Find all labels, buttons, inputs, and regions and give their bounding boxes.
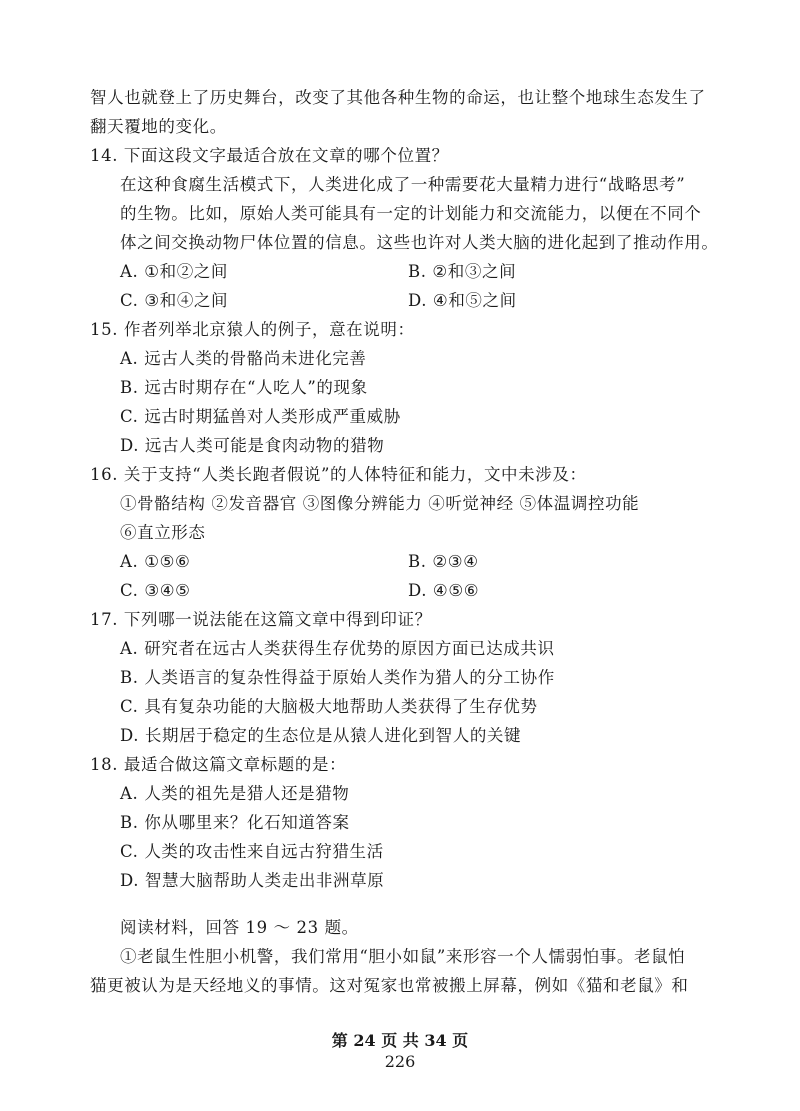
- question-14-option-d[interactable]: D. ④和⑤之间: [408, 291, 517, 310]
- question-18-stem: 18. 最适合做这篇文章标题的是：: [90, 755, 347, 774]
- reading-paragraph-line: ①老鼠生性胆小机警，我们常用“胆小如鼠”来形容一个人懦弱怕事。老鼠怕: [120, 947, 686, 966]
- question-15-option-d[interactable]: D. 远古人类可能是食肉动物的猎物: [120, 436, 385, 455]
- question-16-option-c[interactable]: C. ③④⑤: [120, 581, 191, 600]
- question-15-option-b[interactable]: B. 远古时期存在“人吃人”的现象: [120, 378, 368, 397]
- question-18-option-b[interactable]: B. 你从哪里来？化石知道答案: [120, 813, 350, 832]
- question-14-passage: 在这种食腐生活模式下，人类进化成了一种需要花大量精力进行“战略思考”: [120, 175, 686, 194]
- question-18-option-a[interactable]: A. 人类的祖先是猎人还是猎物: [120, 784, 350, 803]
- question-14-stem: 14. 下面这段文字最适合放在文章的哪个位置？: [90, 146, 449, 165]
- question-17-stem: 17. 下列哪一说法能在这篇文章中得到印证？: [90, 610, 432, 629]
- question-17-option-d[interactable]: D. 长期居于稳定的生态位是从猿人进化到智人的关键: [120, 726, 522, 745]
- question-15-option-c[interactable]: C. 远古时期猛兽对人类形成严重威胁: [120, 407, 401, 426]
- question-16-option-a[interactable]: A. ①⑤⑥: [120, 552, 191, 571]
- question-15-option-a[interactable]: A. 远古人类的骨骼尚未进化完善: [120, 349, 367, 368]
- question-17-option-b[interactable]: B. 人类语言的复杂性得益于原始人类作为猎人的分工协作: [120, 668, 555, 687]
- question-14-option-c[interactable]: C. ③和④之间: [120, 291, 229, 310]
- question-16-items: ①骨骼结构 ②发音器官 ③图像分辨能力 ④听觉神经 ⑤体温调控功能: [120, 494, 640, 513]
- question-15-stem: 15. 作者列举北京猿人的例子，意在说明：: [90, 320, 415, 339]
- question-16-option-d[interactable]: D. ④⑤⑥: [408, 581, 480, 600]
- intro-line: 翻天覆地的变化。: [90, 117, 227, 136]
- question-14-option-a[interactable]: A. ①和②之间: [120, 262, 228, 281]
- question-14-passage: 的生物。比如，原始人类可能具有一定的计划能力和交流能力，以便在不同个: [120, 204, 702, 223]
- question-17-option-a[interactable]: A. 研究者在远古人类获得生存优势的原因方面已达成共识: [120, 639, 555, 658]
- question-14-passage: 体之间交换动物尸体位置的信息。这些也许对人类大脑的进化起到了推动作用。: [120, 233, 719, 252]
- question-16-option-b[interactable]: B. ②③④: [408, 552, 479, 571]
- question-18-option-c[interactable]: C. 人类的攻击性来自远古狩猎生活: [120, 842, 384, 861]
- question-18-option-d[interactable]: D. 智慧大脑帮助人类走出非洲草原: [120, 871, 385, 890]
- question-17-option-c[interactable]: C. 具有复杂功能的大脑极大地帮助人类获得了生存优势: [120, 697, 538, 716]
- reading-intro: 阅读材料，回答 19 ～ 23 题。: [120, 918, 359, 937]
- page-number: 226: [384, 1052, 416, 1071]
- page-indicator: 第 24 页 共 34 页: [331, 1031, 469, 1050]
- question-16-stem: 16. 关于支持“人类长跑者假说”的人体特征和能力，文中未涉及：: [90, 465, 587, 484]
- question-14-option-b[interactable]: B. ②和③之间: [408, 262, 517, 281]
- intro-line: 智人也就登上了历史舞台，改变了其他各种生物的命运，也让整个地球生态发生了: [90, 88, 706, 107]
- question-16-items: ⑥直立形态: [120, 523, 206, 542]
- reading-paragraph-line: 猫更被认为是天经地义的事情。这对冤家也常被搬上屏幕，例如《猫和老鼠》和: [90, 976, 689, 995]
